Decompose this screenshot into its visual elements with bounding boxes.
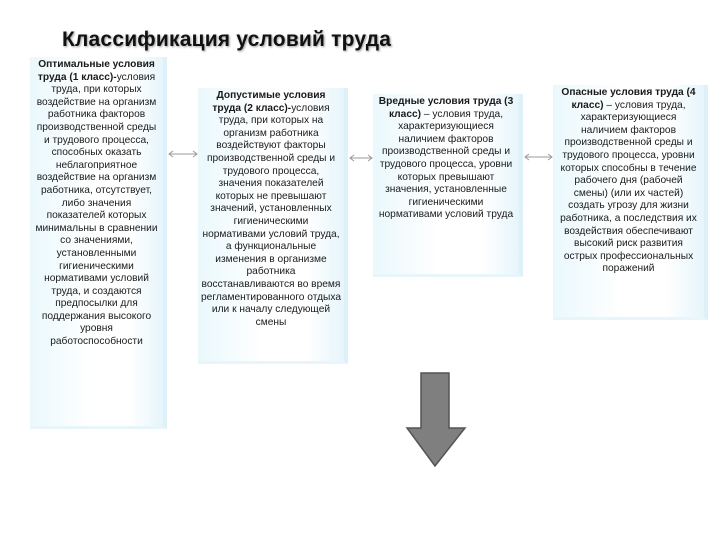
dangerous-conditions-box <box>553 85 708 320</box>
optimal-conditions-box <box>30 57 167 429</box>
harmful-conditions-heading: Вредные условия труда (3 класс) <box>378 96 514 120</box>
harmful-conditions-box <box>373 94 523 277</box>
connector-1-2 <box>167 149 199 159</box>
acceptable-conditions-box <box>198 88 348 364</box>
down-arrow-icon <box>405 372 467 468</box>
connector-2-3 <box>348 153 374 163</box>
dangerous-conditions-heading: Опасные условия труда (4 класс) <box>561 87 696 111</box>
acceptable-conditions-text: условия труда, при которых на организм работника воздействуют факторы производственной среды и трудового процесса, значения показателей которых не превышают значений, установленных гигиеническими нормативами условий труда, а функциональные изменения в организме работника восстанавливаются во время регламентированного отдыха или к началу следующей смены <box>201 102 341 328</box>
harmful-conditions-text: – условия труда, характеризующиеся наличием факторов производственной среды и трудового процесса, уровни которых превышают значения, установленные гигиеническими нормативами условий труда <box>378 108 514 221</box>
acceptable-conditions-heading: Допустимые условия труда (2 класс)- <box>212 90 326 114</box>
connector-3-4 <box>523 152 554 162</box>
diagram-title: Классификация условий труда <box>62 28 392 51</box>
optimal-conditions-heading: Оптимальные условия труда (1 класс)- <box>37 59 155 83</box>
dangerous-conditions-text: – условия труда, характеризующиеся наличием факторов производственной среды и трудового процесса, уровни которых способны в течение рабочего дня (рабочей смены) (или их частей) создать угрозу для жизни работника, а последствия их воздействия обеспечивают высокий риск развития острых профессиональных поражений <box>560 99 697 275</box>
optimal-conditions-text: условия труда, при которых воздействие на организм работника факторов производственной среды и трудового процесса, способных оказать неблагоприятное воздействие на организм работника, отсутствует, либо значения показателей которых минимальны в сравнении со значениями, установленными гигиеническими нормативами условий труда, и создаются предпосылки для поддержания высокого уровня работоспособности <box>35 71 158 348</box>
